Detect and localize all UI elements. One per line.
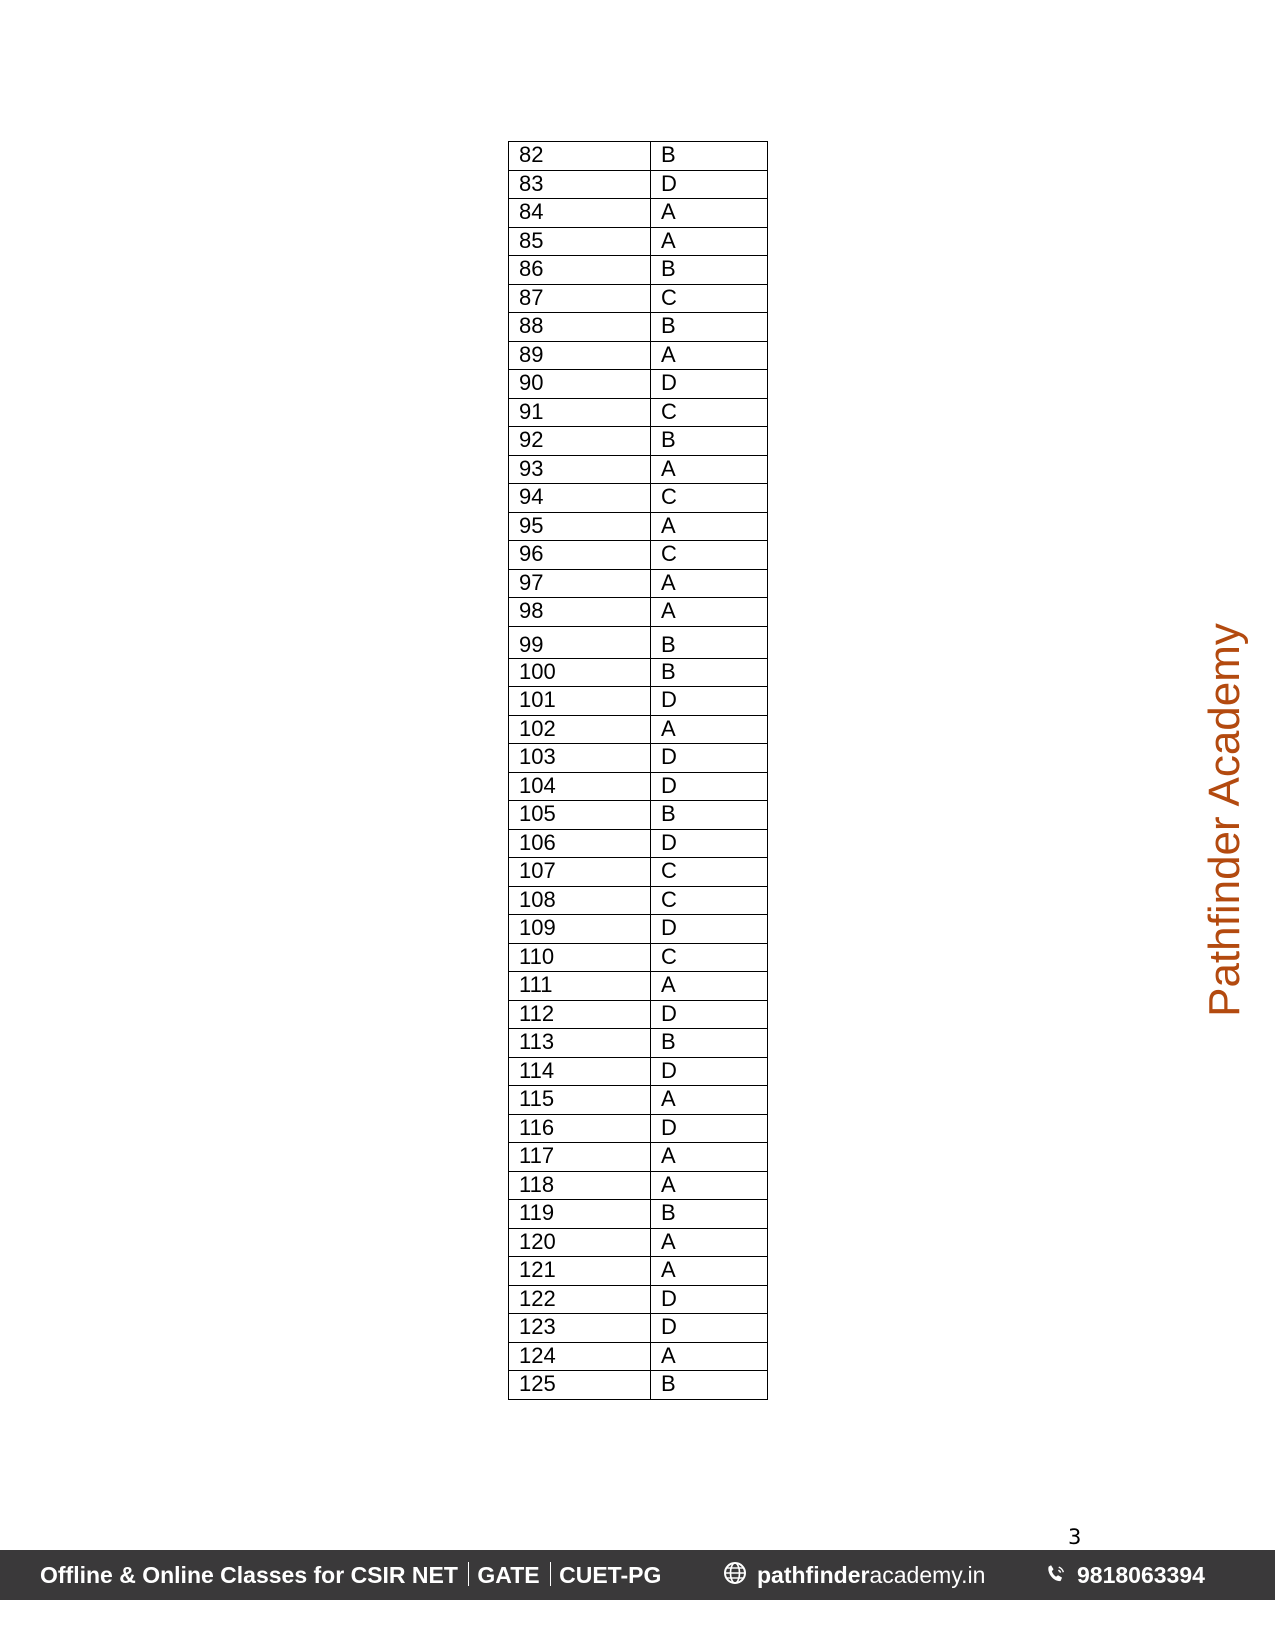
footer-tagline (40, 1550, 661, 1600)
question-number: 91 (509, 398, 651, 427)
table-row (509, 256, 768, 285)
question-number: 125 (509, 1371, 651, 1400)
answer-option: D (651, 915, 768, 944)
question-number: 124 (509, 1342, 651, 1371)
answer-option: D (651, 744, 768, 773)
table-row (509, 626, 768, 658)
question-number: 107 (509, 858, 651, 887)
answer-option: A (651, 1228, 768, 1257)
answer-option: B (651, 1200, 768, 1229)
answer-option: D (651, 370, 768, 399)
question-number: 106 (509, 829, 651, 858)
table-row (509, 199, 768, 228)
table-row (509, 541, 768, 570)
answer-option: D (651, 687, 768, 716)
answer-option: B (651, 256, 768, 285)
answer-option: A (651, 512, 768, 541)
question-number: 102 (509, 715, 651, 744)
watermark: Pathfinder Academy (1200, 623, 1249, 1017)
question-number: 92 (509, 427, 651, 456)
question-number: 89 (509, 341, 651, 370)
table-row (509, 658, 768, 687)
table-row (509, 715, 768, 744)
answer-option: C (651, 284, 768, 313)
answer-option: A (651, 1257, 768, 1286)
question-number: 119 (509, 1200, 651, 1229)
answer-option: A (651, 455, 768, 484)
question-number: 118 (509, 1171, 651, 1200)
answer-option: A (651, 598, 768, 627)
question-number: 109 (509, 915, 651, 944)
answer-key-table (508, 141, 768, 1400)
answer-option: C (651, 541, 768, 570)
table-row (509, 1114, 768, 1143)
question-number: 117 (509, 1143, 651, 1172)
question-number: 114 (509, 1057, 651, 1086)
question-number: 97 (509, 569, 651, 598)
answer-option: B (651, 801, 768, 830)
question-number: 98 (509, 598, 651, 627)
answer-option: D (651, 170, 768, 199)
question-number: 88 (509, 313, 651, 342)
answer-option: B (651, 658, 768, 687)
answer-option: C (651, 484, 768, 513)
answer-option: C (651, 858, 768, 887)
phone-number: 9818063394 (1077, 1562, 1205, 1588)
table-row (509, 170, 768, 199)
question-number: 86 (509, 256, 651, 285)
question-number: 111 (509, 972, 651, 1001)
answer-option: B (651, 427, 768, 456)
table-row (509, 972, 768, 1001)
question-number: 100 (509, 658, 651, 687)
question-number: 113 (509, 1029, 651, 1058)
question-number: 99 (509, 626, 651, 658)
answer-option: A (651, 341, 768, 370)
tagline-csir-net: Offline & Online Classes for CSIR NET (40, 1562, 458, 1588)
question-number: 110 (509, 943, 651, 972)
answer-option: D (651, 829, 768, 858)
question-number: 96 (509, 541, 651, 570)
answer-option: D (651, 1000, 768, 1029)
website-bold: pathfinder (757, 1562, 870, 1588)
question-number: 94 (509, 484, 651, 513)
question-number: 108 (509, 886, 651, 915)
table-row (509, 744, 768, 773)
question-number: 83 (509, 170, 651, 199)
question-number: 115 (509, 1086, 651, 1115)
answer-option: A (651, 1342, 768, 1371)
answer-option: B (651, 1029, 768, 1058)
answer-option: A (651, 227, 768, 256)
question-number: 95 (509, 512, 651, 541)
table-row (509, 1285, 768, 1314)
answer-option: A (651, 972, 768, 1001)
answer-option: C (651, 886, 768, 915)
table-row (509, 1371, 768, 1400)
table-row (509, 1086, 768, 1115)
table-row (509, 227, 768, 256)
table-row (509, 1000, 768, 1029)
table-row (509, 1314, 768, 1343)
question-number: 121 (509, 1257, 651, 1286)
table-row (509, 829, 768, 858)
table-row (509, 1342, 768, 1371)
answer-option: B (651, 1371, 768, 1400)
footer-phone[interactable] (1045, 1550, 1205, 1602)
phone-icon (1045, 1552, 1067, 1602)
table-row (509, 1257, 768, 1286)
answer-option: A (651, 1171, 768, 1200)
table-row (509, 772, 768, 801)
table-row (509, 284, 768, 313)
question-number: 85 (509, 227, 651, 256)
question-number: 116 (509, 1114, 651, 1143)
separator (550, 1562, 552, 1586)
table-row (509, 858, 768, 887)
question-number: 104 (509, 772, 651, 801)
question-number: 101 (509, 687, 651, 716)
answer-option: A (651, 569, 768, 598)
table-row (509, 943, 768, 972)
question-number: 90 (509, 370, 651, 399)
table-row (509, 398, 768, 427)
table-row (509, 569, 768, 598)
table-row (509, 142, 768, 171)
answer-option: D (651, 1285, 768, 1314)
answer-option: A (651, 199, 768, 228)
tagline-gate: GATE (477, 1562, 540, 1588)
question-number: 103 (509, 744, 651, 773)
answer-option: C (651, 398, 768, 427)
table-row (509, 512, 768, 541)
answer-option: B (651, 142, 768, 171)
answer-option: B (651, 626, 768, 658)
answer-option: D (651, 1114, 768, 1143)
table-row (509, 341, 768, 370)
table-row (509, 1057, 768, 1086)
question-number: 123 (509, 1314, 651, 1343)
table-row (509, 427, 768, 456)
answer-option: D (651, 1057, 768, 1086)
table-row (509, 1171, 768, 1200)
table-row (509, 687, 768, 716)
globe-icon (723, 1552, 747, 1602)
answer-option: B (651, 313, 768, 342)
table-row (509, 1228, 768, 1257)
table-row (509, 1029, 768, 1058)
answer-option: A (651, 1143, 768, 1172)
answer-option: A (651, 715, 768, 744)
footer-bar (0, 1550, 1275, 1600)
table-row (509, 915, 768, 944)
tagline-cuet-pg: CUET-PG (559, 1562, 662, 1588)
question-number: 120 (509, 1228, 651, 1257)
table-row (509, 1143, 768, 1172)
website-rest: academy.in (869, 1562, 986, 1588)
table-row (509, 455, 768, 484)
table-row (509, 886, 768, 915)
footer-website-link[interactable] (723, 1550, 985, 1602)
table-row (509, 370, 768, 399)
question-number: 84 (509, 199, 651, 228)
question-number: 87 (509, 284, 651, 313)
table-row (509, 598, 768, 627)
question-number: 93 (509, 455, 651, 484)
answer-option: C (651, 943, 768, 972)
table-row (509, 1200, 768, 1229)
answer-option: D (651, 1314, 768, 1343)
separator (468, 1562, 470, 1586)
table-row (509, 801, 768, 830)
question-number: 105 (509, 801, 651, 830)
page-number: 3 (1068, 1525, 1082, 1549)
answer-option: A (651, 1086, 768, 1115)
question-number: 82 (509, 142, 651, 171)
table-row (509, 313, 768, 342)
table-row (509, 484, 768, 513)
question-number: 112 (509, 1000, 651, 1029)
question-number: 122 (509, 1285, 651, 1314)
answer-option: D (651, 772, 768, 801)
